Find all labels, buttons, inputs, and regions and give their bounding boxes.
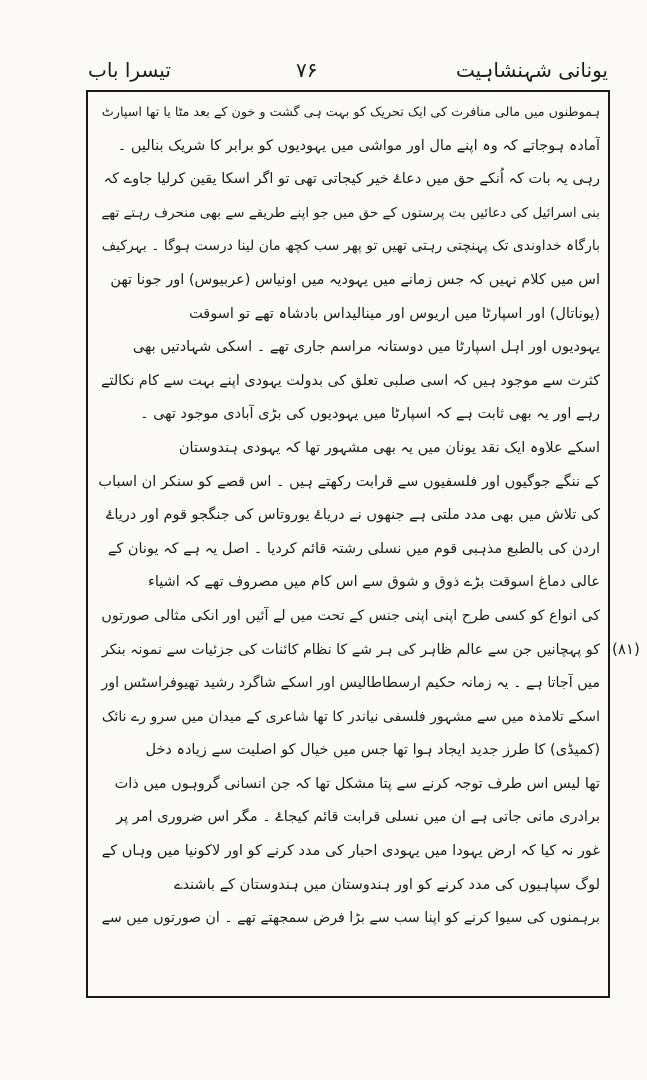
text-line: کو پہچانیں جن سے عالم ظاہر کی ہر شے کا نظام کائنات کی جزئیات سے نمونہ بنکر (101, 641, 600, 658)
text-line: یہودیوں اور اہل اسپارٹا میں دوستانہ مراسم جاری تھے ۔ اسکی شہادتیں بھی (132, 339, 600, 356)
text-line: کثرت سے موجود ہیں کہ اسی صلبی تعلق کی بدولت یہودی اپنے بہت سے کام نکالتے (101, 372, 600, 389)
margin-note: (۸۱) (612, 640, 640, 658)
text-line: لوگ سپاہیوں کی مدد کرنے کو اور ہندوستان میں ہندوستان کے باشندے (173, 876, 600, 893)
text-line: میں آجاتا ہے ۔ یہ زمانہ حکیم ارسطاطالیس اور اسکے شاگرد رشید تھیوفراسٹس اور (101, 675, 600, 692)
text-line: کی انواع کو کسی طرح اپنی اپنی جنس کے تحت میں لے آئیں اور انکی مثالی صورتوں (101, 607, 600, 624)
text-line: بنی اسرائیل کی دعائیں بت پرستوں کے حق میں جو اپنے طریقے سے بھی منحرف رہتے تھے (101, 204, 600, 221)
text-line: برہمنوں کی سیوا کرنے کو اپنا سب سے بڑا فرض سمجھتے تھے ۔ ان صورتوں میں سے (101, 910, 600, 927)
text-line: رہی یہ بات کہ اُنکے حق میں دعاۓ خیر کیجاتی تھی تو اگر اسکا یقین کرلیا جاوے کہ (103, 171, 600, 188)
text-line: (یوناتال) اور اسپارٹا میں اریوس اور مینالیداس بادشاہ تھے تو اسوقت (189, 305, 600, 322)
text-line: عالی دماغ اسوقت بڑے ذوق و شوق سے اس کام میں مصروف تھے کہ اشیاء (148, 574, 600, 591)
text-line: اس میں کلام نہیں کہ جس زمانے میں یہودیہ میں اونیاس (عربیوس) اور جونا تھن (110, 271, 600, 288)
chapter-title: تیسرا باب (88, 58, 171, 82)
text-line: بارگاہ خداوندی تک پہنچتی رہتی تھیں تو پھر سب کچھ مان لینا درست ہوگا ۔ بہرکیف (101, 238, 600, 255)
text-line: برادری مانی جاتی ہے ان میں نسلی قرابت قائم کیجاۓ ۔ مگر اس ضروری امر پر (116, 809, 600, 826)
text-line: غور نہ کیا کہ ارض یہودا میں یہودی احبار کی مدد کرنے کو اور لاکونیا میں وہاں کے (101, 843, 600, 860)
text-line: اسکے تلامذہ میں سے مشہور فلسفی نیاندر کا تھا شاعری کے میدان میں سرو رے نائک (101, 708, 600, 725)
text-line: (کمیڈی) کا طرز جدید ایجاد ہوا تھا جس میں خیال کو اصلیت سے زیادہ دخل (145, 742, 600, 759)
text-line: رہے اور یہ بھی ثابت ہے کہ اسپارٹا میں یہودیوں کی بڑی آبادی موجود تھی ۔ (139, 406, 600, 423)
book-title: یونانی شہنشاہیت (456, 58, 608, 82)
text-line: کی تلاش میں بھی مدد ملتی ہے جنھوں نے دریاۓ یوروتاس کی جنگجو قوم اور دریاۓ (105, 507, 600, 524)
running-header (88, 52, 608, 92)
text-line: کے ننگے جوگیوں اور فلسفیوں سے قرابت رکھتے ہیں ۔ اس قصے کو سنکر ان اسباب (98, 473, 600, 490)
page-number: ۷۶ (296, 58, 318, 82)
text-line: اردن کی بالطبع مذہبی قوم میں نسلی رشتہ قائم کردیا ۔ اصل یہ ہے کہ یونان کے (107, 540, 600, 557)
text-line: اسکے علاوہ ایک نقد یونان میں یہ بھی مشہور تھا کہ یہودی ہندوستان (178, 439, 600, 456)
text-line: ہموطنوں میں مالی منافرت کی ایک تحریک کو بہت ہی گشت و خون کے بعد مٹا یا تھا اسپارٹ (101, 105, 600, 120)
text-line: آمادہ ہوجاتے کہ وہ اپنے مال اور مواشی میں یہودیوں کو برابر کا شریک بنالیں ۔ (117, 137, 600, 154)
text-line: تھا لیس اس طرف توجہ کرنے سے پتا مشکل تھا کہ جن انسانی گروہوں میں ذات (114, 775, 600, 792)
body-text (96, 96, 600, 936)
